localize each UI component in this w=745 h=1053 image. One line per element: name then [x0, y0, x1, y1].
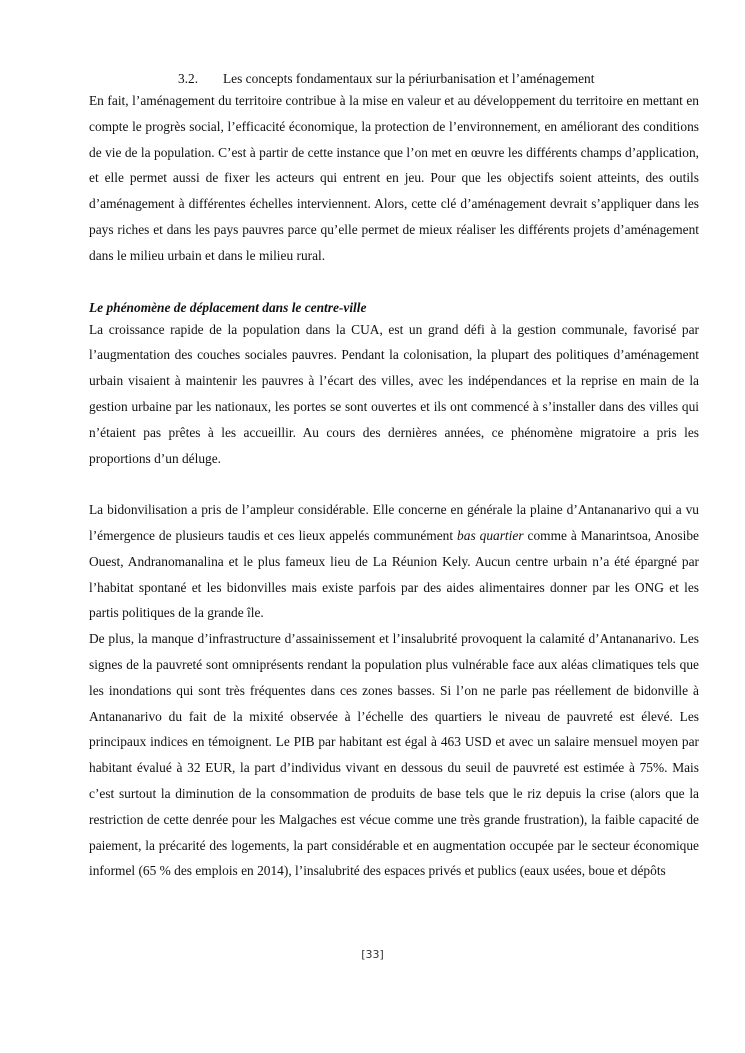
paragraph-2-text-start: La bidonvilisation a pris de l’ampleur considérable. Elle concerne en générale la plaine d’Antananarivo qui a vu l’émergence de plusieurs taudis et ces lieux appelés communément — [89, 502, 699, 543]
section-number: 3.2. — [178, 71, 199, 86]
document-page — [89, 70, 699, 884]
subsection-paragraph-2 — [89, 497, 699, 626]
paragraph-spacer — [89, 471, 699, 497]
paragraph-2-text-end: comme à Manarintsoa, Anosibe Ouest, Andranomanalina et le plus fameux lieu de La Réunion Kely. Aucun centre urbain n’a été épargné par l’habitat spontané et les bidonvilles mais existe parfois par des aides alimentaires donner par les ONG et les partis politiques de la grande île. — [89, 527, 700, 621]
subsection-paragraph-3: De plus, la manque d’infrastructure d’assainissement et l’insalubrité provoquent la calamité d’Antananarivo. Les signes de la pauvreté sont omniprésents rendant la population plus vulnérable face aux aléas climatiques tels que les inondations qui sont très fréquentes dans ces zones basses. Si l’on ne parle pas réellement de bidonville à Antananarivo du fait de la mixité observée à l’échelle des quartiers le niveau de pauvreté est élevé. Les principaux indices en témoignent. Le PIB par habitant est égal à 463 USD et avec un salaire mensuel moyen par habitant évalué à 32 EUR, la part d’individus vivant en dessous du seuil de pauvreté est estimée à 75%. Mais c’est surtout la diminution de la consommation de produits de base tels que le riz depuis la crise (alors que la restriction de cette denrée pour les Malgaches est vécue comme une très grande frustration), la faible capacité de paiement, la précarité des logements, la part considérable et en augmentation occupée par le secteur économique informel (65 % des emplois en 2014), l’insalubrité des espaces privés et publics (eaux usées, boue et dépôts — [89, 631, 699, 879]
subsection-title: Le phénomène de déplacement dans le centre-ville — [89, 299, 367, 315]
section-title: Les concepts fondamentaux sur la périurbanisation et l’aménagement — [223, 71, 595, 86]
section-heading — [89, 70, 699, 88]
section-paragraph: En fait, l’aménagement du territoire contribue à la mise en valeur et au développement du territoire en mettant en compte le progrès social, l’efficacité économique, la protection de l’environnement, en améliorant des conditions de vie de la population. C’est à partir de cette instance que l’on met en œuvre les différents champs d’application, et elle permet aussi de fixer les acteurs qui entrent en jeu. Pour que les objectifs soient atteints, des outils d’aménagement à différentes échelles interviennent. Alors, cette clé d’aménagement devrait s’appliquer dans les pays riches et dans les pays pauvres parce qu’elle permet de mieux réaliser les différents projets d’aménagement dans le milieu urbain et dans le milieu rural. — [89, 93, 699, 263]
subsection-paragraph-1: La croissance rapide de la population dans la CUA, est un grand défi à la gestion communale, favorisé par l’augmentation des couches sociales pauvres. Pendant la colonisation, la plupart des politiques d’aménagement urbain visaient à maintenir les pauvres à l’écart des villes, avec les indépendances et la reprise en main de la gestion urbaine par les nationaux, les portes se sont ouvertes et ils ont commencé à s’installer dans des villes qui n’étaient pas prêtes à les accueillir. Au cours des dernières années, ce phénomène migratoire a pris les proportions d’un déluge. — [89, 321, 699, 466]
page-number: [33] — [361, 948, 384, 961]
paragraph-2-italic-term: bas quartier — [457, 527, 524, 543]
